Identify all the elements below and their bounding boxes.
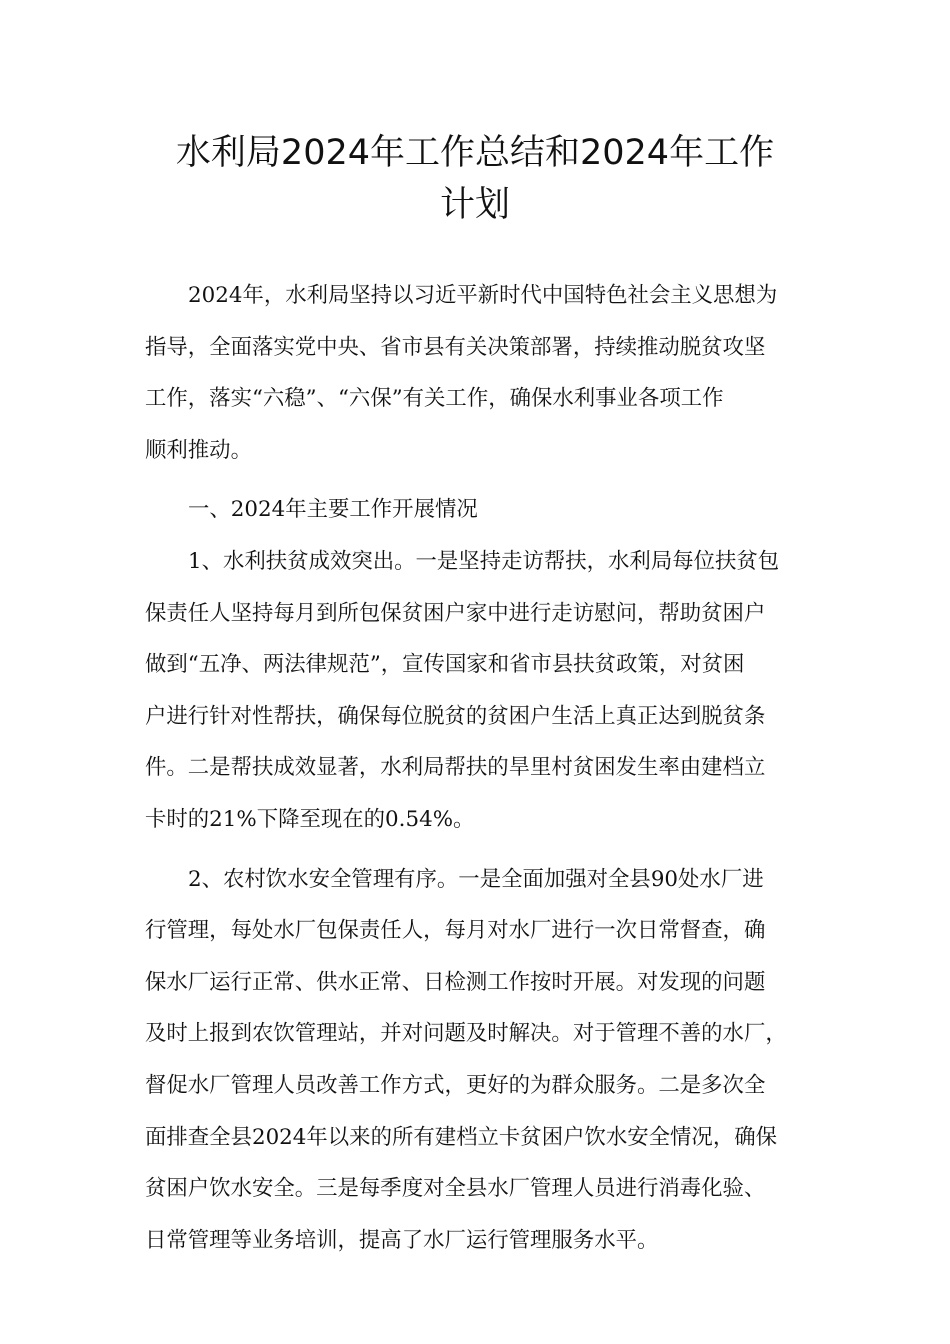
document-title-line-2: 计划 — [439, 185, 510, 225]
text-line: 2024年，水利局坚持以习近平新时代中国特色社会主义思想为 — [188, 283, 778, 308]
document-body — [145, 270, 835, 1266]
text-line: 督促水厂管理人员改善工作方式，更好的为群众服务。二是多次全 — [145, 1072, 766, 1098]
paragraph-item-2 — [145, 854, 835, 1267]
text-line: 卡时的21%下降至现在的0.54%。 — [145, 806, 475, 832]
text-line: 指导，全面落实党中央、省市县有关决策部署，持续推动脱贫攻坚 — [145, 334, 766, 360]
text-line: 工作，落实“六稳”、“六保”有关工作，确保水利事业各项工作 — [145, 386, 724, 412]
text-line: 及时上报到农饮管理站，并对问题及时解决。对于管理不善的水厂， — [145, 1021, 787, 1047]
section-heading-text: 一、2024年主要工作开展情况 — [188, 497, 478, 523]
text-line: 面排查全县2024年以来的所有建档立卡贫困户饮水安全情况，确保 — [145, 1124, 777, 1150]
document-title-line-1: 水利局2024年工作总结和2024年工作 — [175, 133, 775, 173]
text-line: 做到“五净、两法律规范”，宣传国家和省市县扶贫政策，对贫困 — [145, 652, 745, 678]
text-line: 2、农村饮水安全管理有序。一是全面加强对全县90处水厂进 — [188, 866, 764, 892]
section-heading — [145, 484, 835, 536]
paragraph-item-1 — [145, 536, 835, 846]
text-line: 保水厂运行正常、供水正常、日检测工作按时开展。对发现的问题 — [145, 969, 766, 995]
text-line: 件。二是帮扶成效显著，水利局帮扶的旱里村贫困发生率由建档立 — [145, 755, 766, 781]
text-line: 日常管理等业务培训，提高了水厂运行管理服务水平。 — [145, 1227, 659, 1253]
text-line: 保责任人坚持每月到所包保贫困户家中进行走访慰问，帮助贫困户 — [145, 600, 766, 626]
text-line: 行管理，每处水厂包保责任人，每月对水厂进行一次日常督查，确 — [145, 918, 766, 944]
text-line: 顺利推动。 — [145, 437, 252, 463]
text-line: 户进行针对性帮扶，确保每位脱贫的贫困户生活上真正达到脱贫条 — [145, 703, 766, 729]
paragraph-intro — [145, 270, 835, 476]
text-line: 1、水利扶贫成效突出。一是坚持走访帮扶，水利局每位扶贫包 — [188, 548, 780, 574]
text-line: 贫困户饮水安全。三是每季度对全县水厂管理人员进行消毒化验、 — [145, 1176, 766, 1202]
